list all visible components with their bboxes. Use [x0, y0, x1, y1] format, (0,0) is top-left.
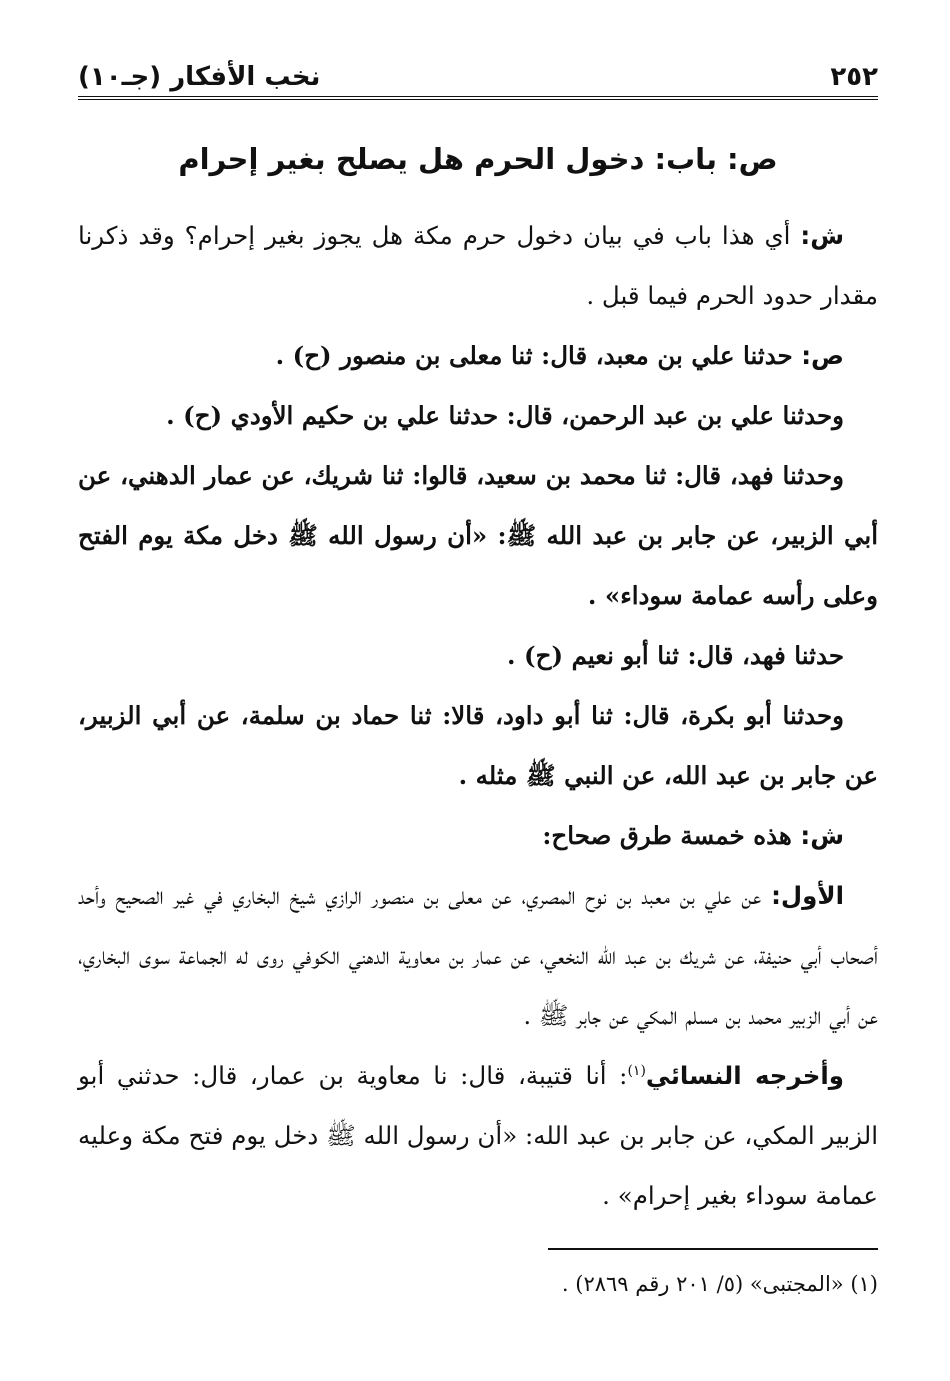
paragraph-5 [78, 626, 878, 686]
paragraph-text: حدثنا فهد، قال: ثنا أبو نعيم (ح) . [506, 641, 844, 670]
footnote-divider [548, 1248, 878, 1250]
footnote: (١) «المجتبى» (٥/ ٢٠١ رقم ٢٨٦٩) . [561, 1272, 878, 1296]
paragraph-lead: الأول: [771, 881, 844, 910]
paragraph-3 [78, 386, 878, 446]
book-title: نخب الأفكار (جـ١٠) [78, 62, 321, 92]
paragraph-4 [78, 446, 878, 626]
paragraph-lead: ص: [801, 341, 844, 370]
paragraph-lead: ش: [800, 821, 844, 850]
chapter-title: ص: باب: دخول الحرم هل يصلح بغير إحرام [178, 142, 778, 176]
paragraph-7 [78, 806, 878, 866]
paragraph-9 [78, 1046, 878, 1226]
paragraph-8 [78, 866, 878, 1046]
paragraph-text: أي هذا باب في بيان دخول حرم مكة هل يجوز بغير إحرام؟ وقد ذكرنا مقدار حدود الحرم فيما قبل . [78, 221, 878, 310]
footnote-ref: (١) [627, 1062, 646, 1079]
paragraph-text: : أنا قتيبة، قال: نا معاوية بن عمار، قال: حدثني أبو الزبير المكي، عن جابر بن عبد الله: «أن رسول الله ﷺ دخل يوم فتح مكة وعليه عمامة سوداء بغير إحرام» . [78, 1061, 878, 1210]
paragraph-lead: وأخرجه النسائي [645, 1061, 844, 1090]
paragraph-text: حدثنا علي بن معبد، قال: ثنا معلى بن منصور (ح) . [275, 341, 802, 370]
paragraph-2 [78, 326, 878, 386]
paragraph-1 [78, 206, 878, 326]
paragraph-text: هذه خمسة طرق صحاح: [542, 821, 801, 850]
paragraph-text: وحدثنا فهد، قال: ثنا محمد بن سعيد، قالوا: ثنا شريك، عن عمار الدهني، عن أبي الزبير، عن جابر بن عبد الله ﷺ: «أن رسول الله ﷺ دخل مكة يوم الفتح وعلى رأسه عمامة سوداء» . [78, 461, 878, 610]
running-header [78, 52, 878, 100]
paragraph-text: وحدثنا أبو بكرة، قال: ثنا أبو داود، قالا: ثنا حماد بن سلمة، عن أبي الزبير، عن جابر بن عبد الله، عن النبي ﷺ مثله . [78, 701, 878, 790]
paragraph-lead: ش: [800, 221, 844, 250]
paragraph-text: عن علي بن معبد بن نوح المصري، عن معلى بن منصور الرازي شيخ البخاري في غير الصحيح وأحد أصحاب أبي حنيفة، عن شريك بن عبد الله النخعي، عن عمار بن معاوية الدهني الكوفي روى له الجماعة سوى البخاري، عن أبي الزبير محمد بن مسلم المكي عن جابر ﷺ . [78, 881, 878, 1030]
book-page [78, 52, 878, 1304]
page-number: ٢٥٢ [830, 62, 878, 92]
paragraph-6 [78, 686, 878, 806]
paragraph-text: وحدثنا علي بن عبد الرحمن، قال: حدثنا علي بن حكيم الأودي (ح) . [166, 401, 844, 430]
